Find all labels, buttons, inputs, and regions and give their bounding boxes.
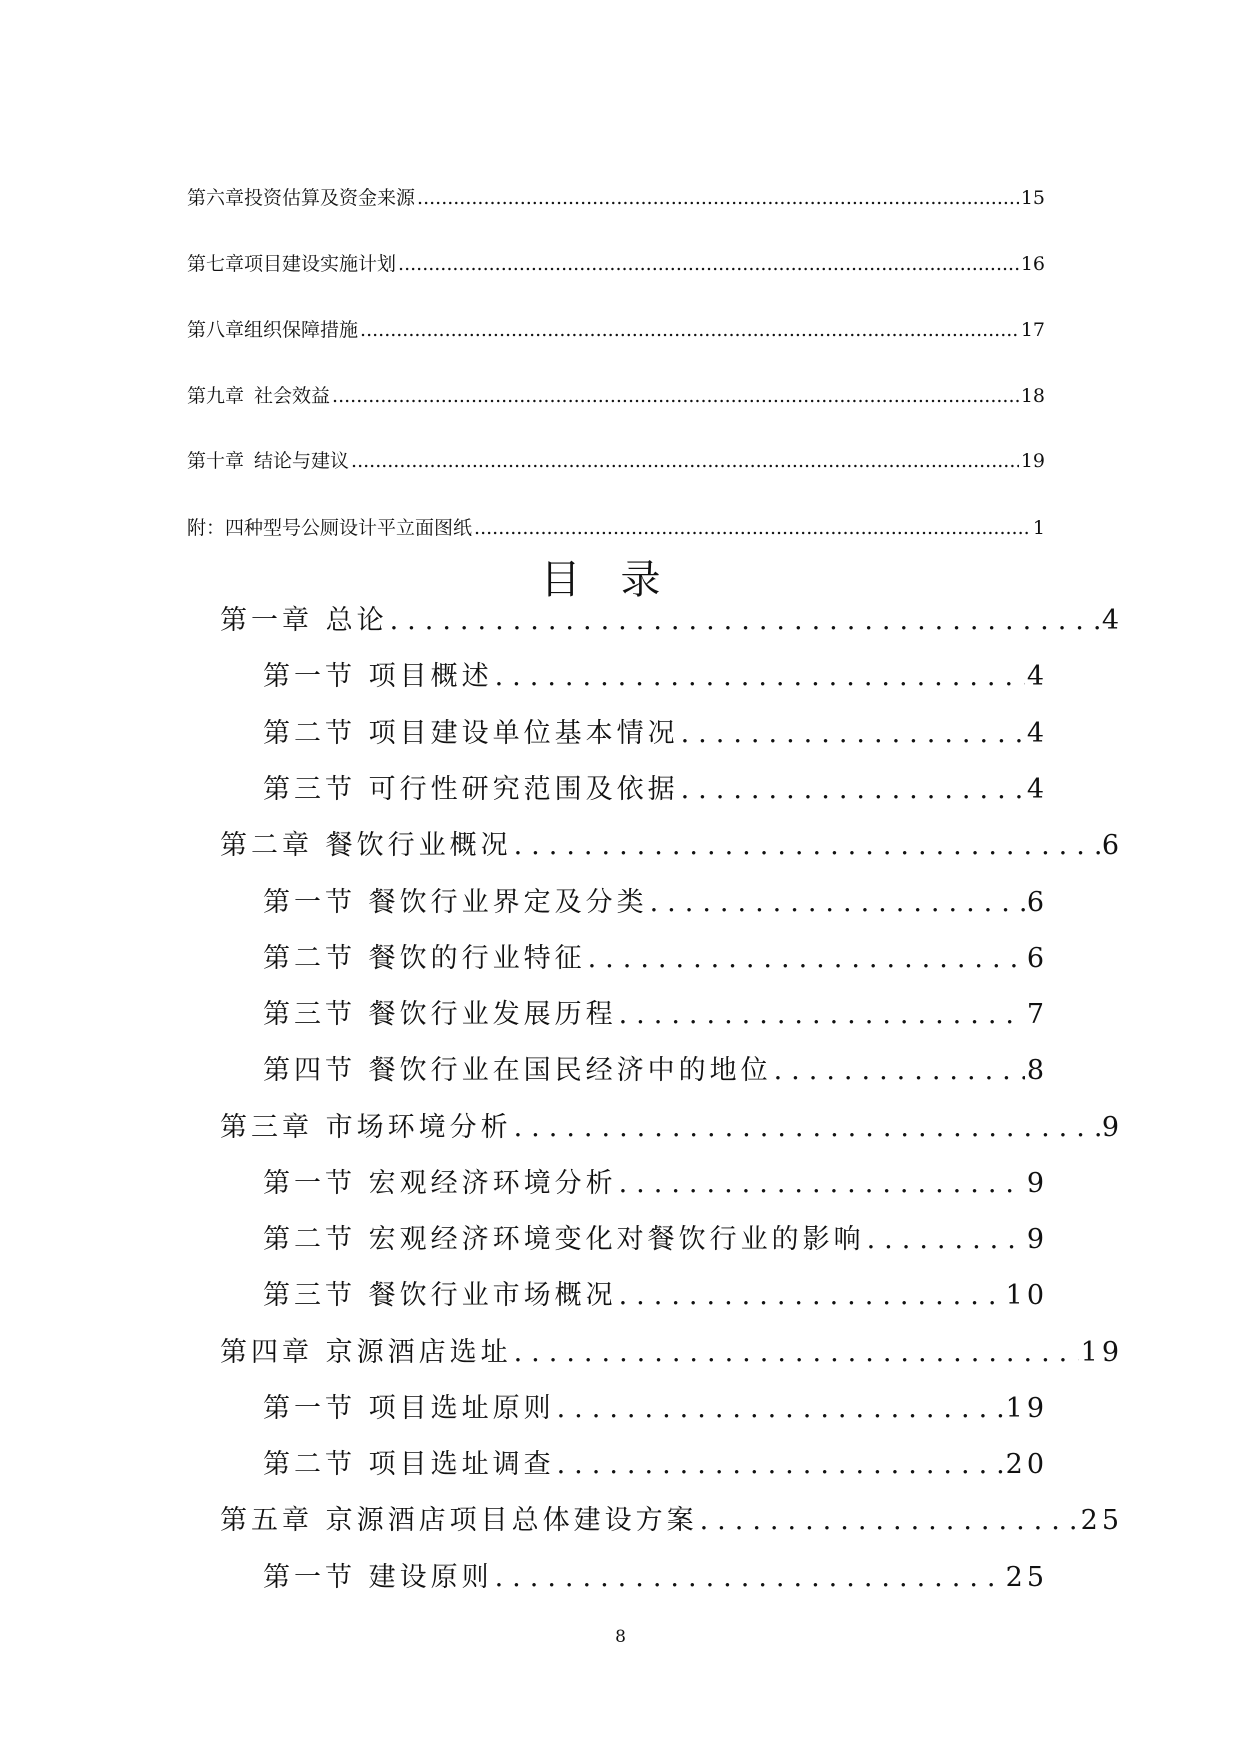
toc-entry-title: 四种型号公厕设计平立面图纸 <box>225 517 473 539</box>
toc-page-number: 19 <box>1080 1337 1123 1368</box>
toc-heading: 目录 <box>540 557 701 603</box>
toc-entry-title: 第三节 可行性研究范围及依据 <box>263 774 679 805</box>
leader-dots <box>351 450 1019 472</box>
toc-section-entry[interactable] <box>263 1273 1048 1312</box>
toc-entry-title: 第二节 项目建设单位基本情况 <box>263 718 679 749</box>
leader-dots <box>681 774 1025 805</box>
toc-entry[interactable] <box>187 315 1045 342</box>
leader-dots <box>360 319 1019 341</box>
toc-entry-title: 第一节 项目概述 <box>263 661 493 692</box>
toc-page-number: 4 <box>1101 605 1123 636</box>
toc-entry-title: 第四章 京源酒店选址 <box>220 1337 512 1368</box>
toc-entry-title: 第二章 餐饮行业概况 <box>220 830 512 861</box>
toc-page-number: 1 <box>1032 517 1045 539</box>
toc-page-number: 9 <box>1101 1112 1123 1143</box>
toc-page-number: 19 <box>1005 1393 1048 1424</box>
toc-chapter: 第八章 <box>187 319 245 341</box>
toc-page-number: 6 <box>1026 943 1048 974</box>
leader-dots <box>514 830 1100 861</box>
toc-chapter-entry[interactable] <box>220 598 1123 637</box>
toc-entry-title: 第一节 餐饮行业界定及分类 <box>263 887 648 918</box>
toc-entry[interactable] <box>187 446 1045 473</box>
toc-entry-title: 第二节 宏观经济环境变化对餐饮行业的影响 <box>263 1224 865 1255</box>
toc-entry-title: 第二节 餐饮的行业特征 <box>263 943 586 974</box>
toc-page-number: 6 <box>1026 887 1048 918</box>
toc-entry[interactable] <box>187 513 1045 540</box>
leader-dots <box>700 1505 1079 1536</box>
toc-entry-title: 第二节 项目选址调查 <box>263 1449 555 1480</box>
toc-page-number: 9 <box>1026 1168 1048 1199</box>
leader-dots <box>332 385 1019 407</box>
toc-entry-title: 投资估算及资金来源 <box>244 187 416 209</box>
toc-chapter: 第九章 <box>187 385 245 407</box>
leader-dots <box>619 1168 1025 1199</box>
leader-dots <box>398 253 1019 275</box>
leader-dots <box>619 999 1025 1030</box>
leader-dots <box>681 718 1025 749</box>
toc-page-number: 7 <box>1026 999 1048 1030</box>
leader-dots <box>390 605 1100 636</box>
toc-entry[interactable] <box>187 381 1045 408</box>
toc-section-entry[interactable] <box>263 1217 1048 1256</box>
toc-page-number: 18 <box>1020 385 1045 407</box>
leader-dots <box>474 517 1031 539</box>
toc-section-entry[interactable] <box>263 936 1048 975</box>
leader-dots <box>495 661 1025 692</box>
leader-dots <box>514 1337 1079 1368</box>
toc-page-number: 15 <box>1020 187 1045 209</box>
toc-chapter: 第六章 <box>187 187 245 209</box>
page-number: 8 <box>615 1627 626 1647</box>
toc-chapter-entry[interactable] <box>220 1498 1123 1537</box>
toc-entry-title: 第三节 餐饮行业市场概况 <box>263 1280 617 1311</box>
toc-entry-title: 第一节 项目选址原则 <box>263 1393 555 1424</box>
toc-page-number: 25 <box>1005 1562 1048 1593</box>
leader-dots <box>495 1562 1004 1593</box>
toc-entry-title: 第五章 京源酒店项目总体建设方案 <box>220 1505 698 1536</box>
toc-entry-title: 第一节 宏观经济环境分析 <box>263 1168 617 1199</box>
toc-section-entry[interactable] <box>263 1555 1048 1594</box>
toc-chapter-entry[interactable] <box>220 823 1123 862</box>
toc-page-number: 25 <box>1080 1505 1123 1536</box>
toc-page-number: 4 <box>1026 661 1048 692</box>
toc-page-number: 10 <box>1005 1280 1048 1311</box>
toc-entry-title: 第三章 市场环境分析 <box>220 1112 512 1143</box>
toc-entry-title: 项目建设实施计划 <box>244 253 397 275</box>
leader-dots <box>417 187 1019 209</box>
toc-entry-title: 第三节 餐饮行业发展历程 <box>263 999 617 1030</box>
toc-page-number: 8 <box>1026 1055 1048 1086</box>
toc-section-entry[interactable] <box>263 1048 1048 1087</box>
toc-entry-title: 结论与建议 <box>254 450 350 472</box>
toc-chapter-entry[interactable] <box>220 1330 1123 1369</box>
toc-page-number: 17 <box>1020 319 1045 341</box>
toc-section-entry[interactable] <box>263 767 1048 806</box>
toc-section-entry[interactable] <box>263 1386 1048 1425</box>
toc-page-number: 19 <box>1020 450 1045 472</box>
toc-page-number: 9 <box>1026 1224 1048 1255</box>
toc-entry[interactable] <box>187 183 1045 210</box>
leader-dots <box>774 1055 1025 1086</box>
toc-section-entry[interactable] <box>263 1161 1048 1200</box>
toc-entry-title: 第四节 餐饮行业在国民经济中的地位 <box>263 1055 772 1086</box>
toc-page-number: 16 <box>1020 253 1045 275</box>
leader-dots <box>867 1224 1025 1255</box>
toc-entry-title: 第一章 总论 <box>220 605 388 636</box>
toc-page-number: 4 <box>1026 774 1048 805</box>
toc-entry-title: 组织保障措施 <box>244 319 359 341</box>
leader-dots <box>619 1280 1004 1311</box>
leader-dots <box>588 943 1025 974</box>
toc-entry-title: 第一节 建设原则 <box>263 1562 493 1593</box>
leader-dots <box>650 887 1025 918</box>
toc-chapter-entry[interactable] <box>220 1105 1123 1144</box>
toc-chapter: 第七章 <box>187 253 245 275</box>
toc-entry[interactable] <box>187 249 1045 276</box>
toc-page-number: 4 <box>1026 718 1048 749</box>
toc-section-entry[interactable] <box>263 1442 1048 1481</box>
leader-dots <box>557 1393 1004 1424</box>
toc-chapter: 第十章 <box>187 450 245 472</box>
leader-dots <box>514 1112 1100 1143</box>
toc-chapter: 附： <box>187 517 226 539</box>
toc-page-number: 20 <box>1005 1449 1048 1480</box>
toc-section-entry[interactable] <box>263 880 1048 919</box>
toc-section-entry[interactable] <box>263 654 1048 693</box>
toc-entry-title: 社会效益 <box>254 385 331 407</box>
toc-section-entry[interactable] <box>263 992 1048 1031</box>
leader-dots <box>557 1449 1004 1480</box>
toc-section-entry[interactable] <box>263 711 1048 750</box>
toc-page-number: 6 <box>1101 830 1123 861</box>
